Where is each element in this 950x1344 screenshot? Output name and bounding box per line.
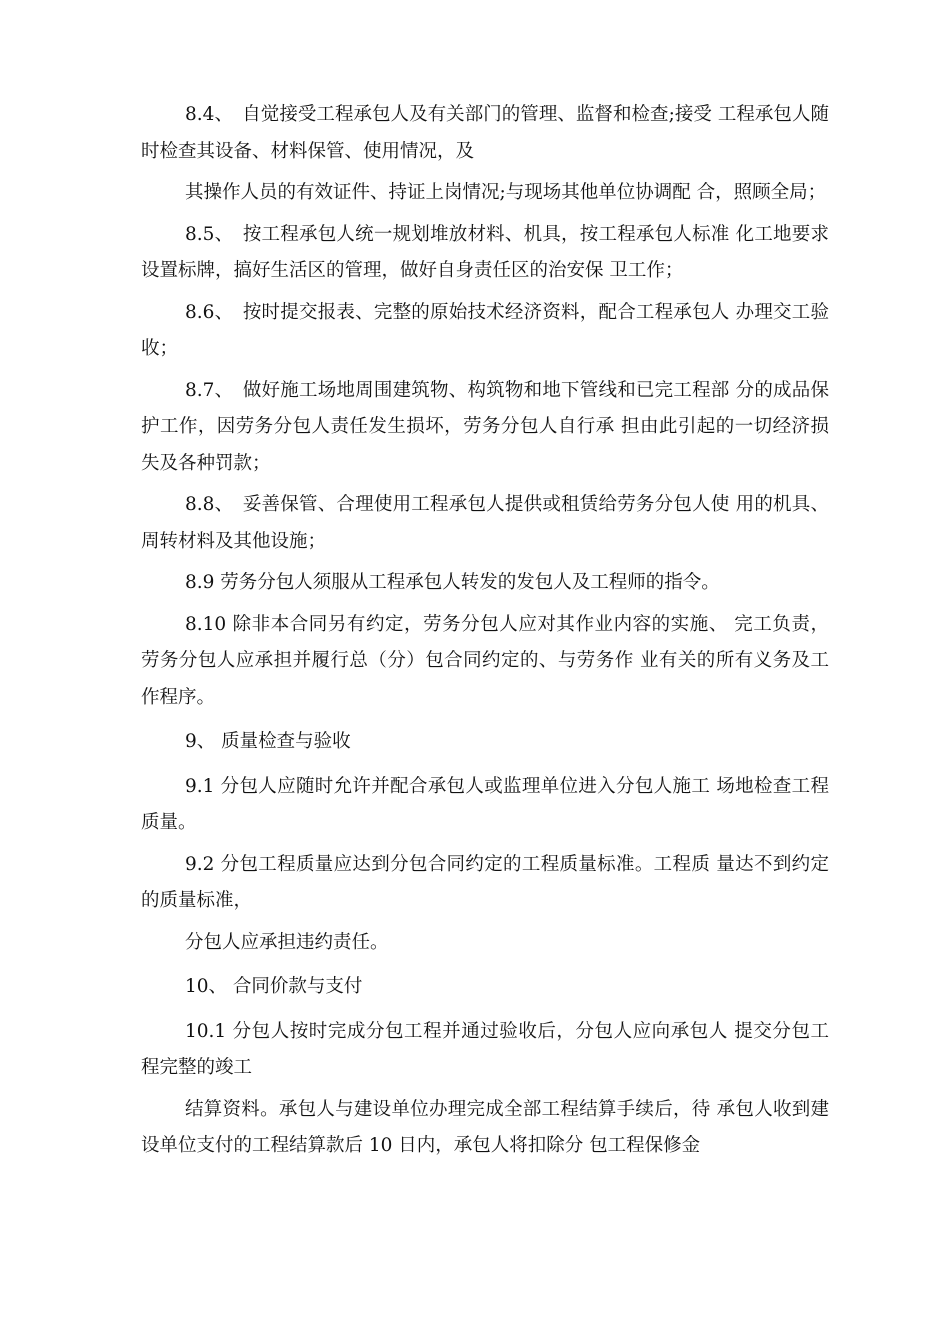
clause-8-8: 8.8、 妥善保管、合理使用工程承包人提供或租赁给劳务分包人使 用的机具、周转材料及其他设施；: [141, 494, 829, 552]
section-heading-9: 9、 质量检查与验收: [185, 731, 351, 752]
clause-8-4: 8.4、 自觉接受工程承包人及有关部门的管理、监督和检查;接受 工程承包人随时检查其设备、材料保管、使用情况，及: [141, 104, 829, 162]
clause-9-1: 9.1 分包人应随时允许并配合承包人或监理单位进入分包人施工 场地检查工程质量。: [141, 775, 829, 833]
section-heading-10: 10、 合同价款与支付: [185, 976, 363, 997]
clause-10-1-continued: 结算资料。承包人与建设单位办理完成全部工程结算手续后，待 承包人收到建设单位支付的工程结算款后 10 日内，承包人将扣除分 包工程保修金: [141, 1098, 829, 1156]
clause-8-7: 8.7、 做好施工场地周围建筑物、构筑物和地下管线和已完工程部 分的成品保护工作，因劳务分包人责任发生损坏，劳务分包人自行承 担由此引起的一切经济损失及各种罚款；: [141, 379, 829, 474]
clause-8-4-continued: 其操作人员的有效证件、持证上岗情况;与现场其他单位协调配 合，照顾全局；: [185, 182, 827, 203]
clause-8-6: 8.6、 按时提交报表、完整的原始技术经济资料，配合工程承包人 办理交工验收；: [141, 301, 829, 359]
document-body: [141, 97, 829, 1165]
clause-8-5: 8.5、 按工程承包人统一规划堆放材料、机具，按工程承包人标准 化工地要求设置标牌，搞好生活区的管理，做好自身责任区的治安保 卫工作；: [141, 223, 829, 281]
clause-10-1: 10.1 分包人按时完成分包工程并通过验收后，分包人应向承包人 提交分包工程完整的竣工: [141, 1020, 829, 1078]
clause-9-2-continued: 分包人应承担违约责任。: [185, 931, 389, 953]
clause-8-9: 8.9 劳务分包人须服从工程承包人转发的发包人及工程师的指令。: [185, 572, 720, 593]
clause-9-2: 9.2 分包工程质量应达到分包合同约定的工程质量标准。工程质 量达不到约定的质量标准，: [141, 853, 829, 911]
clause-8-10: 8.10 除非本合同另有约定，劳务分包人应对其作业内容的实施、 完工负责，劳务分包人应承担并履行总（分）包合同约定的、与劳务作 业有关的所有义务及工作程序。: [141, 613, 829, 708]
